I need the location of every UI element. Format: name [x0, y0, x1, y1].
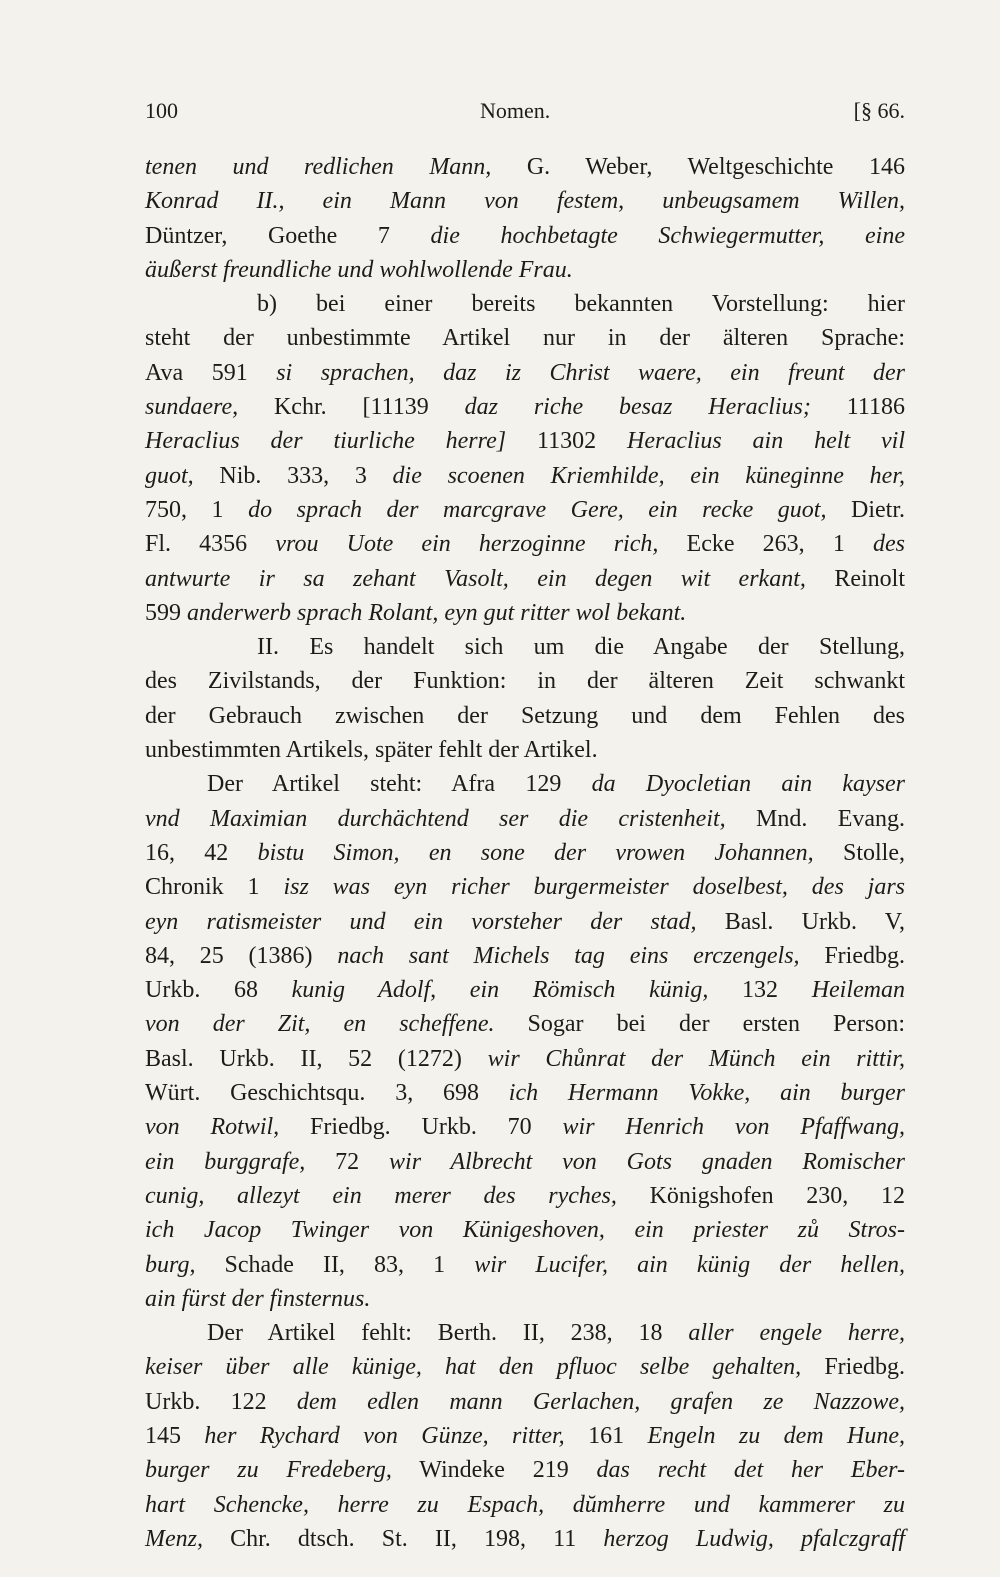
- citation-quote: Menz,: [145, 1525, 203, 1552]
- text-line: [145, 321, 905, 355]
- citation-quote: her Rychard von Günze, ritter,: [204, 1422, 565, 1449]
- page-number: 100: [145, 98, 178, 123]
- reference: Königshofen 230, 12: [616, 1182, 906, 1209]
- reference: Ecke 263, 1: [658, 531, 874, 558]
- citation-quote: do sprach der marcgrave Gere, ein recke guot,: [248, 496, 827, 523]
- citation-quote: burger zu Fredeberg,: [145, 1457, 392, 1484]
- text-line: [145, 802, 905, 836]
- reference: Friedbg. Urkb. 70: [279, 1114, 563, 1141]
- text-line: [145, 424, 905, 458]
- text-line: [145, 1419, 905, 1453]
- citation-quote: das recht det her Eber-: [596, 1457, 905, 1484]
- reference: Basl. Urkb. V,: [696, 908, 906, 935]
- reference: 72: [305, 1148, 390, 1175]
- citation-quote: nach sant Michels tag eins erczengels,: [337, 942, 800, 969]
- text-line: [145, 219, 905, 253]
- text-line: [145, 905, 905, 939]
- reference: Der Artikel steht: Afra 129: [207, 771, 592, 798]
- citation-quote: ich Hermann Vokke, ain burger: [508, 1080, 905, 1107]
- reference: Kchr. [11139: [238, 394, 465, 421]
- paragraph-text: des Zivilstands, der Funktion: in der älteren Zeit schwankt: [145, 668, 905, 695]
- text-line: [145, 733, 905, 767]
- text-line: [145, 1110, 905, 1144]
- citation-quote: antwurte ir sa zehant Vasolt, ein degen wit erkant,: [145, 565, 806, 592]
- citation-quote: isz was eyn richer burgermeister doselbest, des jars: [283, 874, 906, 901]
- reference: Düntzer, Goethe 7: [145, 222, 431, 249]
- reference: 599: [145, 599, 187, 626]
- reference: 750, 1: [145, 496, 249, 523]
- citation-quote: cunig, allezyt ein merer des ryches,: [145, 1182, 617, 1209]
- reference: 132: [708, 977, 812, 1004]
- paragraph-text: der Gebrauch zwischen der Setzung und dem Fehlen des: [145, 702, 905, 729]
- text-line: [145, 1282, 905, 1316]
- citation-quote: von der Zit, en scheffene.: [145, 1011, 495, 1038]
- citation-quote: herzog Ludwig, pfalczgraff: [603, 1525, 906, 1552]
- citation-quote: Engeln zu dem Hune,: [647, 1422, 906, 1449]
- paragraph-text: II. Es handelt sich um die Angabe der Stellung,: [257, 634, 905, 661]
- text-line: [145, 562, 905, 596]
- reference: Urkb. 122: [145, 1388, 297, 1415]
- text-line: [145, 767, 905, 801]
- text-line: [145, 459, 905, 493]
- citation-quote: Heileman: [811, 977, 905, 1004]
- text-line: [145, 699, 905, 733]
- text-line: [145, 527, 905, 561]
- reference: Sogar bei der ersten Person:: [494, 1011, 906, 1038]
- citation-quote: dem edlen mann Gerlachen, grafen ze Nazzowe,: [296, 1388, 905, 1415]
- text-line: [145, 939, 905, 973]
- reference: 84, 25 (1386): [145, 942, 338, 969]
- text-line: [145, 1042, 905, 1076]
- citation-quote: des: [873, 531, 906, 558]
- reference: Schade II, 83, 1: [195, 1251, 475, 1278]
- text-line: [145, 836, 905, 870]
- citation-quote: bistu Simon, en sone der vrowen Johannen,: [257, 839, 814, 866]
- reference: Ava 591: [145, 359, 277, 386]
- reference: Chronik 1: [145, 874, 284, 901]
- citation-quote: ain fürst der finsternus.: [145, 1285, 371, 1312]
- citation-quote: vnd Maximian durchächtend ser die cristenheit,: [145, 805, 726, 832]
- citation-quote: eyn ratismeister und ein vorsteher der stad,: [145, 908, 697, 935]
- reference: Basl. Urkb. II, 52 (1272): [145, 1045, 488, 1072]
- text-line: [145, 1522, 905, 1556]
- text-line: [145, 1145, 905, 1179]
- reference: Windeke 219: [391, 1457, 597, 1484]
- citation-quote: die scoenen Kriemhilde, ein küneginne her,: [392, 462, 906, 489]
- reference: Fl. 4356: [145, 531, 276, 558]
- reference: 11186: [810, 394, 905, 421]
- text-line: [145, 356, 905, 390]
- citation-quote: keiser über alle künige, hat den pfluoc selbe gehalten,: [145, 1354, 802, 1381]
- citation-quote: kunig Adolf, ein Römisch künig,: [291, 977, 709, 1004]
- citation-quote: burg,: [145, 1251, 196, 1278]
- citation-quote: wir Henrich von Pfaffwang,: [562, 1114, 906, 1141]
- reference: 145: [145, 1422, 205, 1449]
- citation-quote: anderwerb sprach Rolant, eyn gut ritter wol bekant.: [187, 599, 687, 626]
- paragraph-text: steht der unbestimmte Artikel nur in der älteren Sprache:: [145, 325, 905, 352]
- citation-quote: guot,: [145, 462, 194, 489]
- citation-quote: sundaere,: [145, 394, 239, 421]
- citation-quote: wir Lucifer, ain künig der hellen,: [474, 1251, 905, 1278]
- text-line: [145, 1248, 905, 1282]
- text-line: [145, 1453, 905, 1487]
- reference: Reinolt: [805, 565, 905, 592]
- text-line: [145, 596, 905, 630]
- text-line: [145, 1007, 905, 1041]
- text-line: [145, 973, 905, 1007]
- citation-quote: die hochbetagte Schwiegermutter, eine: [430, 222, 906, 249]
- text-line: [145, 1488, 905, 1522]
- citation-quote: tenen und redlichen Mann,: [145, 154, 492, 180]
- reference: Friedbg.: [801, 1354, 905, 1381]
- citation-quote: da Dyocletian ain kayser: [591, 771, 905, 798]
- citation-quote: von Rotwil,: [145, 1114, 280, 1141]
- reference: Friedbg.: [799, 942, 905, 969]
- paragraph-text: unbestimmten Artikels, später fehlt der Artikel.: [145, 737, 598, 764]
- citation-quote: Heraclius der tiurliche herre]: [145, 428, 507, 455]
- citation-quote: si sprachen, daz iz Christ waere, ein freunt der: [276, 359, 905, 386]
- reference: 161: [564, 1422, 648, 1449]
- text-line: [145, 664, 905, 698]
- citation-quote: ich Jacop Twinger von Künigeshoven, ein priester zů Stros-: [145, 1217, 905, 1244]
- text-line: [145, 150, 905, 184]
- text-line: [145, 1213, 905, 1247]
- text-line: [145, 1350, 905, 1384]
- text-line: [145, 184, 905, 218]
- text-line: [145, 1385, 905, 1419]
- citation-quote: Konrad II., ein Mann von festem, unbeugsamem Willen,: [145, 188, 905, 215]
- citation-quote: daz riche besaz Heraclius;: [464, 394, 811, 421]
- reference: Dietr.: [826, 496, 905, 523]
- reference: G. Weber, Weltgeschichte 146: [491, 154, 905, 180]
- reference: Chr. dtsch. St. II, 198, 11: [202, 1525, 604, 1552]
- citation-quote: vrou Uote ein herzoginne rich,: [275, 531, 659, 558]
- citation-quote: hart Schencke, herre zu Espach, dŭmherre und kammerer zu: [145, 1491, 905, 1518]
- paragraph-text: b) bei einer bereits bekannten Vorstellung: hier: [257, 291, 905, 318]
- citation-quote: aller engele herre,: [688, 1320, 905, 1347]
- running-title: Nomen.: [480, 98, 551, 123]
- reference: 11302: [506, 428, 627, 455]
- text-line: [145, 287, 905, 321]
- text-line: [145, 253, 905, 287]
- reference: Der Artikel fehlt: Berth. II, 238, 18: [207, 1320, 689, 1347]
- citation-quote: Heraclius ain helt vil: [627, 428, 905, 455]
- text-line: [145, 1316, 905, 1350]
- citation-quote: ein burggrafe,: [145, 1148, 306, 1175]
- text-line: [145, 390, 905, 424]
- text-line: [145, 630, 905, 664]
- reference: Nib. 333, 3: [193, 462, 393, 489]
- section-marker: [§ 66.: [853, 98, 905, 123]
- text-line: [145, 493, 905, 527]
- text-line: [145, 1179, 905, 1213]
- reference: Stolle,: [813, 839, 905, 866]
- citation-quote: wir Albrecht von Gots gnaden Romischer: [389, 1148, 905, 1175]
- reference: Urkb. 68: [145, 977, 292, 1004]
- text-line: [145, 870, 905, 904]
- citation-quote: wir Chůnrat der Münch ein rittir,: [487, 1045, 905, 1072]
- reference: Mnd. Evang.: [725, 805, 906, 832]
- text-line: [145, 1076, 905, 1110]
- reference: Würt. Geschichtsqu. 3, 698: [145, 1080, 509, 1107]
- citation-quote: äußerst freundliche und wohlwollende Frau.: [145, 256, 573, 283]
- body-text: [145, 150, 905, 1556]
- page-header: [145, 98, 905, 128]
- reference: 16, 42: [145, 839, 258, 866]
